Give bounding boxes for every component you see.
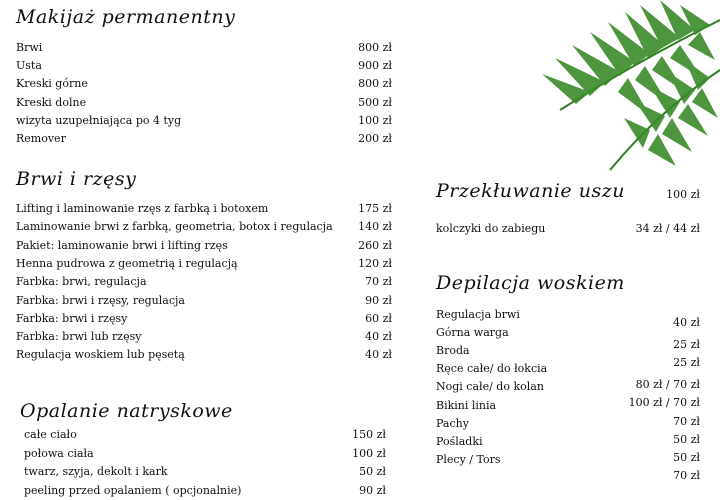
brwi-item-name: Farbka: brwi i rzęsy, regulacja [16,293,185,307]
brwi-item-name: Farbka: brwi i rzęsy [16,311,128,325]
brwi-item-price: 120 zł [358,256,392,270]
makijaz-item-name: wizyta uzupełniająca po 4 tyg [16,113,182,127]
brwi-item-name: Farbka: brwi lub rzęsy [16,330,142,344]
opalanie-item-price: 50 zł [359,465,386,478]
brwi-item-name: Henna pudrowa z geometrią i regulacją [16,256,238,270]
makijaz-item-name: Kreski górne [16,77,88,91]
przeklucie-item-price: 34 zł / 44 zł [635,222,700,235]
depilacja-item-name: Ręce całe/ do łokcia [436,362,548,376]
depilacja-item-price: 25 zł [673,338,700,352]
section-title-przeklucie: Przekłuwanie uszu [436,180,625,202]
section-title-makijaz: Makijaż permanentny [16,6,236,28]
brwi-item-name: Regulacja woskiem lub pęsetą [16,348,185,362]
depilacja-item-price: 40 zł [673,316,700,329]
brwi-item-price: 90 zł [365,293,392,307]
brwi-item-price: 260 zł [358,238,392,252]
depilacja-item-name: Nogi całe/ do kolan [436,380,544,394]
brwi-item-price: 140 zł [358,220,392,234]
depilacja-item-price: 80 zł / 70 zł [635,378,700,392]
opalanie-item-name: peeling przed opalaniem ( opcjonalnie) [24,483,242,497]
depilacja-item-name: Bikini linia [436,398,497,412]
brwi-item-price: 40 zł [365,330,392,344]
makijaz-item-name: Brwi [16,41,43,54]
przeklucie-item-name: kolczyki do zabiegu [436,222,546,235]
opalanie-item-price: 100 zł [352,446,386,460]
palm-leaf-decoration [440,0,720,180]
brwi-item-name: Lifting i laminowanie rzęs z farbką i botoxem [16,202,269,215]
depilacja-item-name: Plecy / Tors [436,452,501,466]
opalanie-item-name: połowa ciała [24,446,94,460]
depilacja-item-price: 25 zł [673,356,700,370]
opalanie-item-price: 150 zł [352,428,386,441]
depilacja-item-name: Pachy [436,416,469,430]
makijaz-item-name: Usta [16,59,42,73]
depilacja-item-price: 100 zł / 70 zł [628,396,700,410]
makijaz-item-price: 500 zł [358,95,392,109]
brwi-item-price: 175 zł [358,202,392,215]
makijaz-item-price: 200 zł [358,132,392,145]
makijaz-item-name: Kreski dolne [16,95,87,109]
section-title-depilacja: Depilacja woskiem [436,272,625,294]
makijaz-item-price: 800 zł [358,41,392,54]
makijaz-item-price: 800 zł [358,77,392,91]
brwi-item-price: 40 zł [365,348,392,362]
makijaz-item-price: 900 zł [358,59,392,73]
opalanie-item-price: 90 zł [359,483,386,497]
makijaz-item-price: 100 zł [358,113,392,127]
depilacja-item-name: Górna warga [436,326,509,340]
depilacja-item-name: Pośladki [436,434,483,448]
depilacja-item-price: 70 zł [673,468,700,482]
depilacja-item-name: Regulacja brwi [436,308,520,321]
brwi-item-price: 70 zł [365,275,392,289]
depilacja-item-price: 70 zł [673,414,700,428]
brwi-item-name: Pakiet: laminowanie brwi i lifting rzęs [16,238,228,252]
opalanie-item-name: całe ciało [24,428,77,441]
section-title-brwi: Brwi i rzęsy [16,168,137,190]
depilacja-item-name: Broda [436,344,470,358]
brwi-item-name: Laminowanie brwi z farbką, geometria, botox i regulacja [16,220,333,234]
section-title-opalanie: Opalanie natryskowe [20,400,233,422]
makijaz-item-name: Remover [16,132,66,145]
opalanie-item-name: twarz, szyja, dekolt i kark [24,465,168,478]
depilacja-item-price: 50 zł [673,450,700,464]
depilacja-item-price: 50 zł [673,432,700,446]
brwi-item-price: 60 zł [365,311,392,325]
brwi-item-name: Farbka: brwi, regulacja [16,275,147,289]
